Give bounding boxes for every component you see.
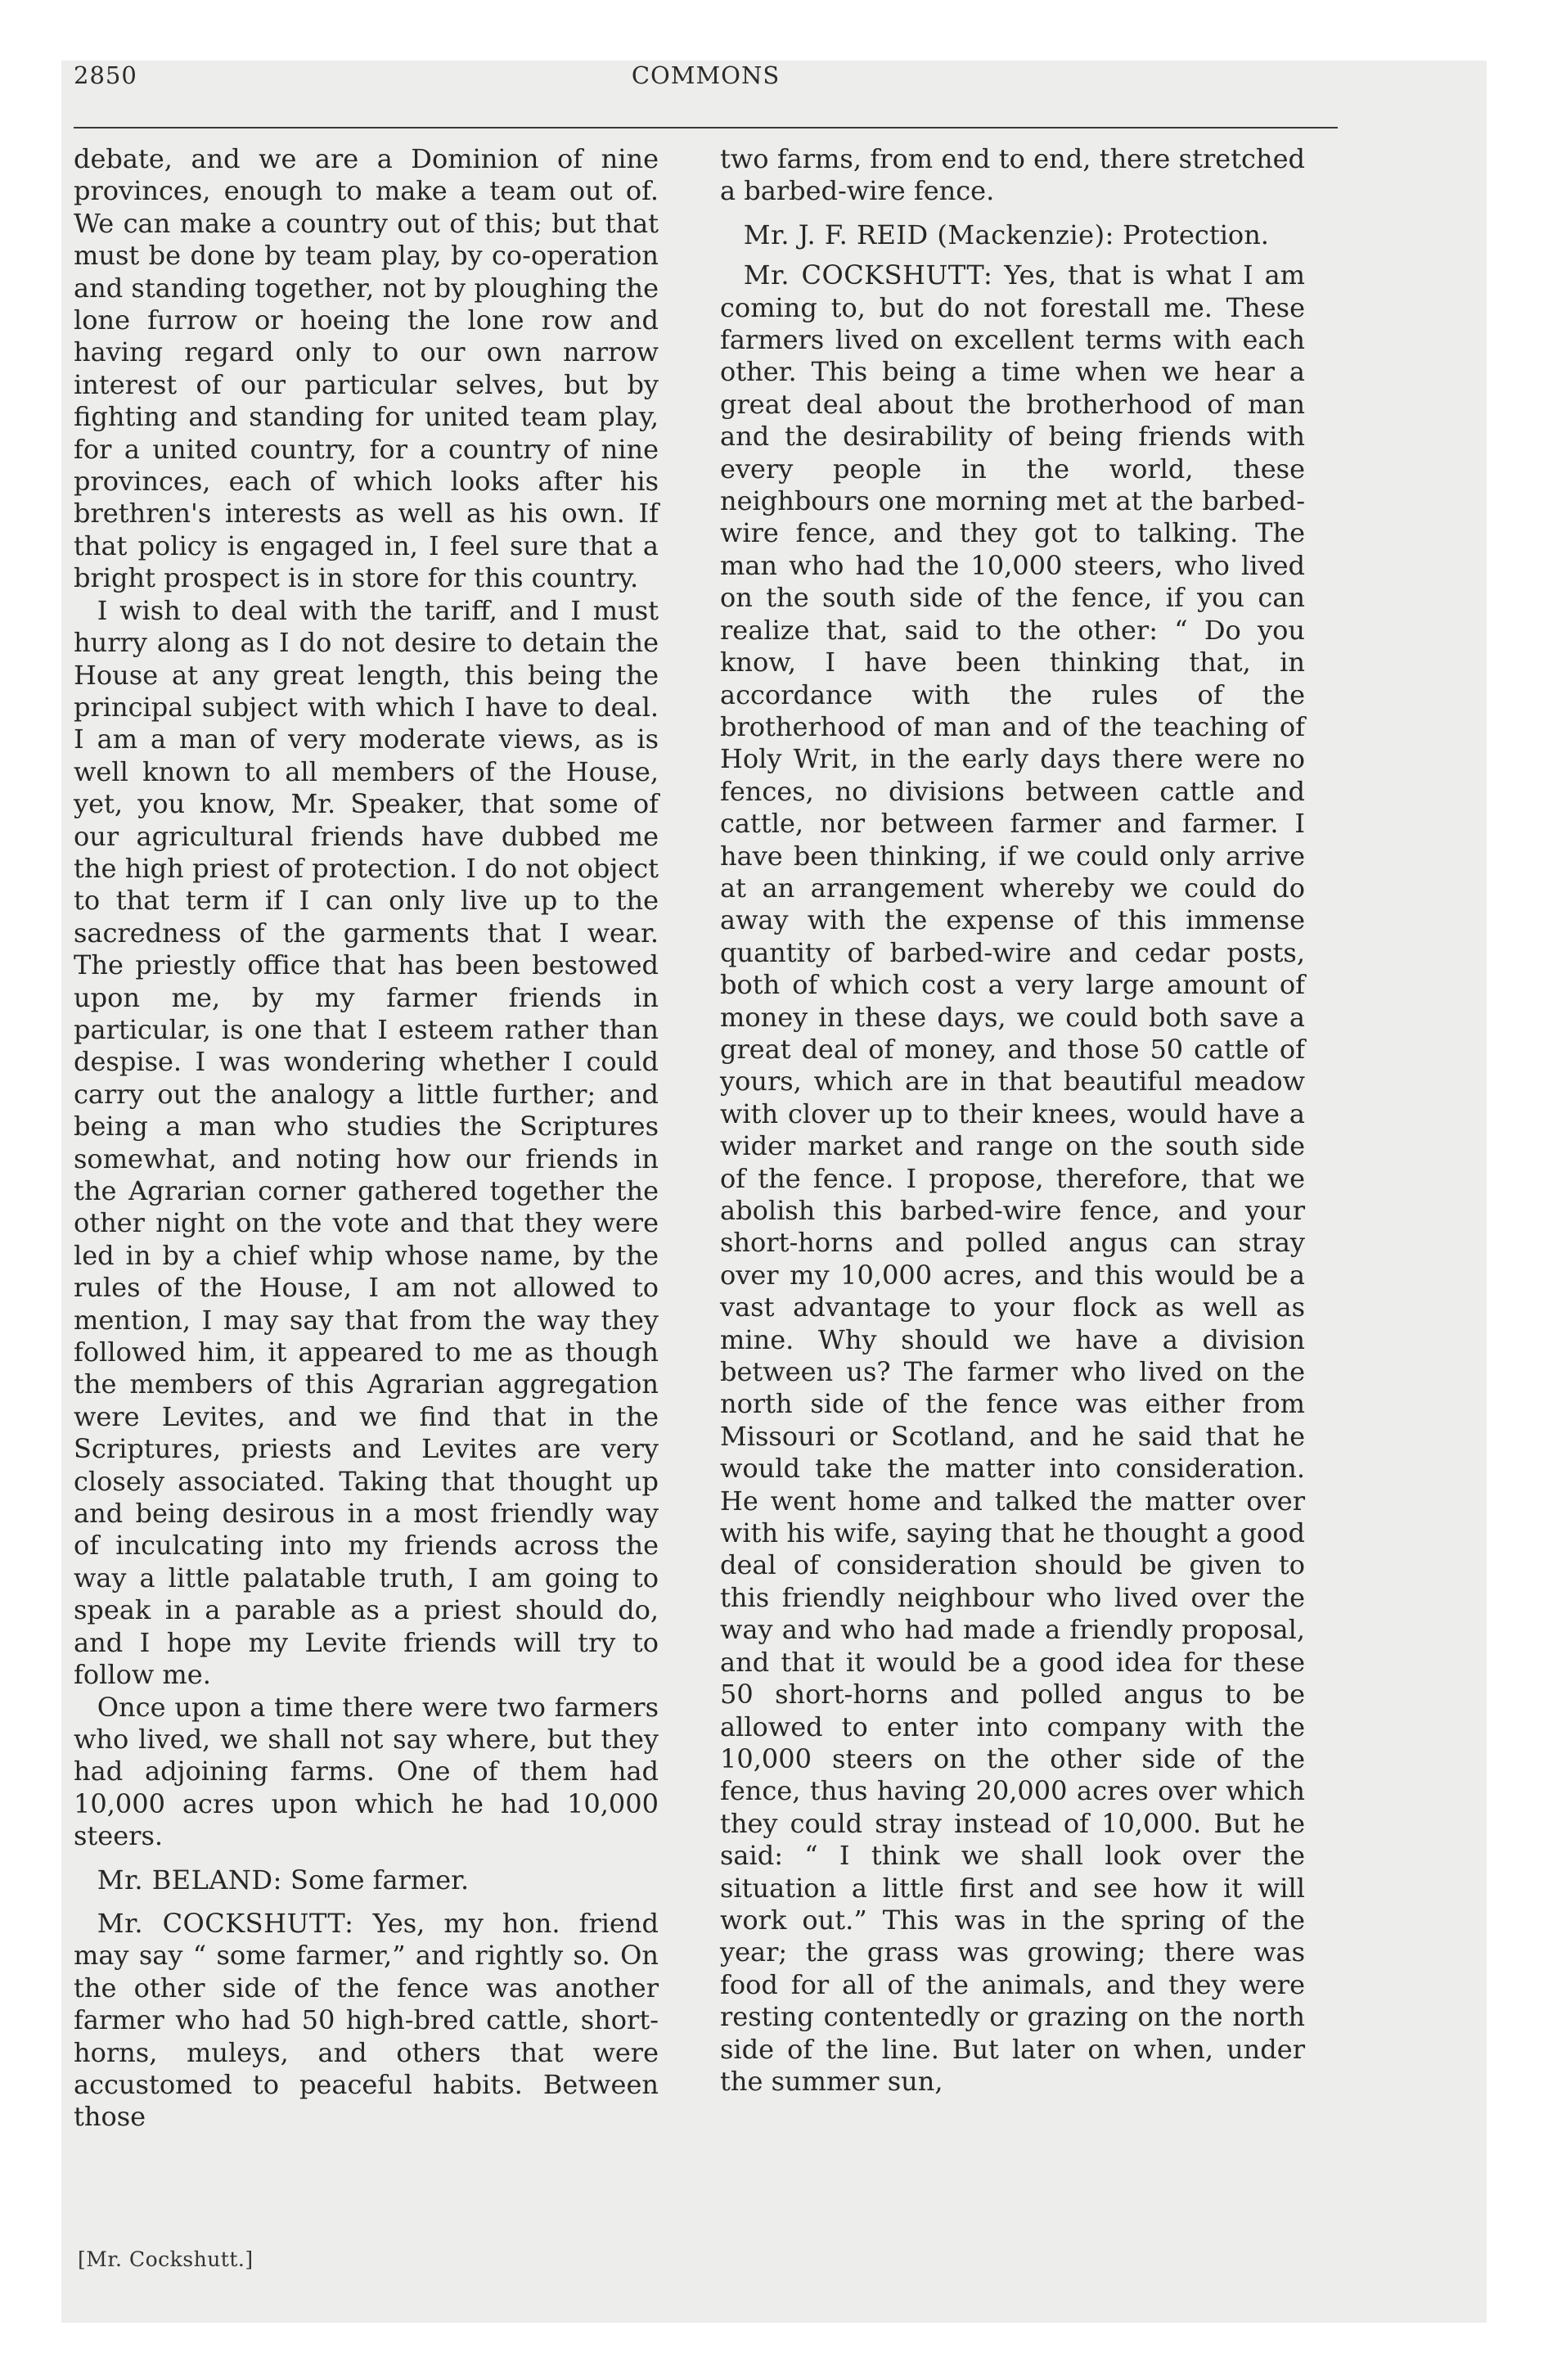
- header-rule: [74, 127, 1338, 128]
- speaker-name: Mr. COCKSHUTT:: [743, 259, 993, 291]
- left-column: [74, 143, 659, 2134]
- speech-text: Yes, my hon. friend may say “ some farmer,” and rightly so. On the other side of the fence was another farmer who had 50 high-bred cattle, short-horns, muleys, and others that were accustomed to peaceful habits. Between those: [74, 1907, 659, 2133]
- running-title: COMMONS: [631, 61, 781, 89]
- speaker-name: Mr. COCKSHUTT:: [97, 1907, 354, 1939]
- right-column: [720, 143, 1305, 2098]
- speech-cockshutt: [720, 259, 1305, 2098]
- speaker-name: Mr. J. F. REID (Mackenzie):: [743, 219, 1114, 250]
- speech-text: Some farmer.: [290, 1864, 470, 1895]
- speech-text: Yes, that is what I am coming to, but do not forestall me. These farmers lived on excellent terms with each other. This being a time when we hear a great deal about the brotherhood of man and the desirability of being friends with every people in the world, these neighbours one morning met at the barbed-wire fence, and they got to talking. The man who had the 10,000 steers, who lived on the south side of the fence, if you can realize that, said to the other: “ Do you know, I have been thinking that, in accordance with the rules of the brotherhood of man and of the teaching of Holy Writ, in the early days there were no fences, no divisions between cattle and cattle, nor between farmer and farmer. I have been thinking, if we could only arrive at an arrangement whereby we could do away with the expense of this immense quantity of barbed-wire and cedar posts, both of which cost a very large amount of money in these days, we could both save a great deal of money, and those 50 cattle of yours, which are in that beautiful meadow with clover up to their knees, would have a wider market and range on the south side of the fence. I propose, therefore, that we abolish this barbed-wire fence, and your short-horns and polled angus can stray over my 10,000 acres, and this would be a vast advantage to your flock as well as mine. Why should we have a division between us? The farmer who lived on the north side of the fence was either from Missouri or Scotland, and he said that he would take the matter into consideration. He went home and talked the matter over with his wife, saying that he thought a good deal of consideration should be given to this friendly neighbour who lived over the way and who had made a friendly proposal, and that it would be a good idea for these 50 short-horns and polled angus to be allowed to enter into company with the 10,000 steers on the other side of the fence, thus having 20,000 acres over which they could stray instead of 10,000. But he said: “ I think we shall look over the situation a little first and see how it will work out.” This was in the spring of the year; the grass was growing; there was food for all of the animals, and they were resting contentedly or grazing on the north side of the line. But later on when, under the summer sun,: [720, 259, 1306, 2097]
- speaker-footnote: [Mr. Cockshutt.]: [78, 2247, 254, 2271]
- page-number: 2850: [74, 61, 137, 89]
- speaker-name: Mr. BELAND:: [97, 1864, 282, 1895]
- paragraph: two farms, from end to end, there stretched a barbed-wire fence.: [720, 143, 1305, 207]
- speech-text: Protection.: [1123, 219, 1269, 250]
- paragraph: debate, and we are a Dominion of nine provinces, enough to make a team out of. We can make a country out of this; but that must be done by team play, by co-operation and standing together, not by ploughing the lone furrow or hoeing the lone row and having regard only to our own narrow interest of our particular selves, but by fighting and standing for united team play, for a united country, for a country of nine provinces, each of which looks after his brethren's interests as well as his own. If that policy is engaged in, I feel sure that a bright prospect is in store for this country.: [74, 143, 659, 594]
- running-header: [74, 61, 1338, 102]
- paragraph: I wish to deal with the tariff, and I must hurry along as I do not desire to detain the House at any great length, this being the principal subject with which I have to deal. I am a man of very moderate views, as is well known to all members of the House, yet, you know, Mr. Speaker, that some of our agricultural friends have dubbed me the high priest of protection. I do not object to that term if I can only live up to the sacredness of the garments that I wear. The priestly office that has been bestowed upon me, by my farmer friends in particular, is one that I esteem rather than despise. I was wondering whether I could carry out the analogy a little further; and being a man who studies the Scriptures somewhat, and noting how our friends in the Agrarian corner gathered together the other night on the vote and that they were led in by a chief whip whose name, by the rules of the House, I am not allowed to mention, I may say that from the way they followed him, it appeared to me as though the members of this Agrarian aggregation were Levites, and we find that in the Scriptures, priests and Levites are very closely associated. Taking that thought up and being desirous in a most friendly way of inculcating into my friends across the way a little palatable truth, I am going to speak in a parable as a priest should do, and I hope my Levite friends will try to follow me.: [74, 594, 659, 1691]
- speech-beland: [74, 1864, 659, 1896]
- speech-reid: [720, 219, 1305, 251]
- speech-cockshutt: [74, 1908, 659, 2134]
- paragraph: Once upon a time there were two farmers who lived, we shall not say where, but they had adjoining farms. One of them had 10,000 acres upon which he had 10,000 steers.: [74, 1691, 659, 1852]
